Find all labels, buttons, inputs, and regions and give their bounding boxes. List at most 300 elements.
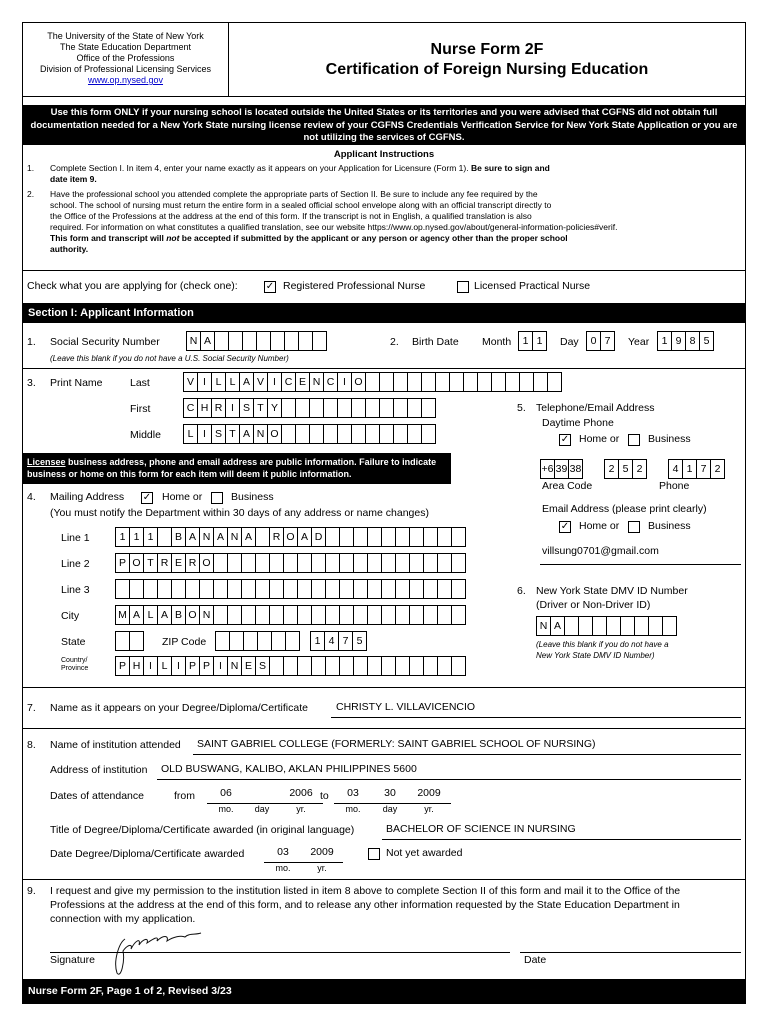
char-box[interactable]: 2: [604, 459, 619, 479]
char-box[interactable]: [451, 553, 466, 573]
char-box[interactable]: [367, 527, 382, 547]
first-name-boxes[interactable]: [183, 398, 436, 418]
char-box[interactable]: [255, 527, 270, 547]
degree-name-value[interactable]: CHRISTY L. VILLAVICENCIO: [336, 701, 476, 713]
char-box[interactable]: [129, 579, 144, 599]
char-box[interactable]: [311, 605, 326, 625]
char-box[interactable]: [309, 398, 324, 418]
char-box[interactable]: I: [197, 424, 212, 444]
char-box[interactable]: [547, 372, 562, 392]
country-boxes[interactable]: [115, 656, 466, 676]
char-box[interactable]: 38: [568, 459, 583, 479]
char-box[interactable]: O: [267, 424, 282, 444]
char-box[interactable]: L: [211, 372, 226, 392]
char-box[interactable]: A: [185, 527, 200, 547]
char-box[interactable]: [325, 605, 340, 625]
char-box[interactable]: [423, 656, 438, 676]
dmv-label-sub: (Driver or Non-Driver ID): [536, 599, 651, 611]
char-box[interactable]: R: [185, 553, 200, 573]
char-box[interactable]: [409, 579, 424, 599]
zip-boxes[interactable]: [310, 631, 367, 651]
awarded-year-caption: yr.: [317, 863, 327, 873]
degree-title-value[interactable]: BACHELOR OF SCIENCE IN NURSING: [386, 823, 576, 835]
char-box[interactable]: [297, 656, 312, 676]
char-box[interactable]: [437, 656, 452, 676]
char-box[interactable]: [257, 631, 272, 651]
phone-prefix-boxes[interactable]: [604, 459, 647, 479]
char-box[interactable]: [592, 616, 607, 636]
char-box[interactable]: [339, 656, 354, 676]
instruction-1: Complete Section I. In item 4, enter your name exactly as it appears on your Application for Licensure (Form 1). Be sure to sign and: [50, 163, 550, 173]
char-box[interactable]: L: [183, 424, 198, 444]
char-box[interactable]: [242, 331, 257, 351]
char-box[interactable]: [199, 579, 214, 599]
char-box[interactable]: [325, 656, 340, 676]
email-value[interactable]: villsung0701@gmail.com: [542, 545, 659, 557]
char-box[interactable]: R: [211, 398, 226, 418]
char-box[interactable]: [337, 424, 352, 444]
char-box[interactable]: [213, 605, 228, 625]
char-box[interactable]: 1: [518, 331, 533, 351]
char-box[interactable]: O: [129, 553, 144, 573]
birth-year-boxes[interactable]: [657, 331, 714, 351]
char-box[interactable]: [505, 372, 520, 392]
char-box[interactable]: [227, 605, 242, 625]
char-box[interactable]: [379, 372, 394, 392]
char-box[interactable]: 7: [338, 631, 353, 651]
institution-value[interactable]: SAINT GABRIEL COLLEGE (FORMERLY: SAINT GABRIEL SCHOOL OF NURSING): [197, 738, 596, 750]
char-box[interactable]: [393, 398, 408, 418]
char-box[interactable]: [353, 656, 368, 676]
char-box[interactable]: [228, 331, 243, 351]
phone-line-boxes[interactable]: [668, 459, 725, 479]
char-box[interactable]: [129, 631, 144, 651]
char-box[interactable]: H: [197, 398, 212, 418]
char-box[interactable]: A: [157, 605, 172, 625]
char-box[interactable]: B: [171, 527, 186, 547]
char-box[interactable]: T: [253, 398, 268, 418]
char-box[interactable]: [463, 372, 478, 392]
char-box[interactable]: [297, 605, 312, 625]
char-box[interactable]: [213, 553, 228, 573]
char-box[interactable]: I: [171, 656, 186, 676]
char-box[interactable]: [606, 616, 621, 636]
char-box[interactable]: [365, 372, 380, 392]
char-box[interactable]: S: [211, 424, 226, 444]
to-day[interactable]: 30: [384, 787, 396, 799]
phone-home-checkbox[interactable]: ✓: [560, 434, 570, 445]
char-box[interactable]: 1: [115, 527, 130, 547]
char-box[interactable]: N: [227, 527, 242, 547]
city-boxes[interactable]: [115, 605, 466, 625]
char-box[interactable]: [213, 579, 228, 599]
char-box[interactable]: [578, 616, 593, 636]
char-box[interactable]: C: [281, 372, 296, 392]
char-box[interactable]: [451, 605, 466, 625]
char-box[interactable]: [227, 579, 242, 599]
from-year-caption: yr.: [296, 804, 306, 814]
char-box[interactable]: 0: [586, 331, 601, 351]
char-box[interactable]: [423, 605, 438, 625]
char-box[interactable]: 1: [532, 331, 547, 351]
char-box[interactable]: [381, 656, 396, 676]
char-box[interactable]: N: [199, 605, 214, 625]
char-box[interactable]: [437, 553, 452, 573]
line1-boxes[interactable]: [115, 527, 466, 547]
char-box[interactable]: 5: [699, 331, 714, 351]
char-box[interactable]: [365, 398, 380, 418]
phone-business-checkbox[interactable]: [628, 434, 640, 446]
char-box[interactable]: 39: [554, 459, 569, 479]
lpn-checkbox[interactable]: [457, 281, 469, 293]
char-box[interactable]: Y: [267, 398, 282, 418]
char-box[interactable]: 1: [682, 459, 697, 479]
char-box[interactable]: 5: [618, 459, 633, 479]
char-box[interactable]: O: [351, 372, 366, 392]
char-box[interactable]: [449, 372, 464, 392]
char-box[interactable]: B: [171, 605, 186, 625]
char-box[interactable]: N: [253, 424, 268, 444]
char-box[interactable]: T: [143, 553, 158, 573]
print-name-label: Print Name: [50, 377, 103, 389]
char-box[interactable]: [407, 372, 422, 392]
mailing-home-label: Home or: [162, 491, 203, 503]
char-box[interactable]: I: [143, 656, 158, 676]
not-yet-awarded-checkbox[interactable]: [368, 848, 380, 860]
char-box[interactable]: I: [197, 372, 212, 392]
char-box[interactable]: N: [227, 656, 242, 676]
dmv-boxes[interactable]: [536, 616, 677, 636]
char-box[interactable]: [325, 579, 340, 599]
char-box[interactable]: [339, 527, 354, 547]
char-box[interactable]: [423, 553, 438, 573]
char-box[interactable]: [393, 372, 408, 392]
char-box[interactable]: 1: [143, 527, 158, 547]
not-yet-awarded-label: Not yet awarded: [386, 847, 463, 859]
instruction-1-cont: date item 9.: [50, 174, 97, 184]
char-box[interactable]: M: [115, 605, 130, 625]
char-box[interactable]: H: [129, 656, 144, 676]
char-box[interactable]: [437, 579, 452, 599]
char-box[interactable]: [409, 605, 424, 625]
signature-scribble: [83, 921, 213, 981]
char-box[interactable]: [519, 372, 534, 392]
institution-address-label: Address of institution: [50, 764, 148, 776]
char-box[interactable]: [283, 579, 298, 599]
char-box[interactable]: [367, 605, 382, 625]
char-box[interactable]: [115, 631, 130, 651]
ssn-boxes[interactable]: [186, 331, 327, 351]
mailing-business-checkbox[interactable]: [211, 492, 223, 504]
char-box[interactable]: [409, 527, 424, 547]
char-box[interactable]: [227, 553, 242, 573]
awarded-month[interactable]: 03: [277, 846, 289, 858]
char-box[interactable]: +6: [540, 459, 555, 479]
char-box[interactable]: [157, 579, 172, 599]
char-box[interactable]: [185, 579, 200, 599]
char-box[interactable]: N: [186, 331, 201, 351]
char-box[interactable]: [381, 527, 396, 547]
last-name-boxes[interactable]: [183, 372, 562, 392]
char-box[interactable]: [367, 553, 382, 573]
from-year[interactable]: 2006: [289, 787, 313, 799]
awarded-year[interactable]: 2009: [310, 846, 334, 858]
char-box[interactable]: C: [323, 372, 338, 392]
daytime-phone-label: Daytime Phone: [542, 417, 614, 429]
char-box[interactable]: A: [550, 616, 565, 636]
char-box[interactable]: 5: [352, 631, 367, 651]
char-box[interactable]: [393, 424, 408, 444]
char-box[interactable]: [421, 372, 436, 392]
agency-link[interactable]: www.op.nysed.gov: [87, 75, 164, 85]
char-box[interactable]: [533, 372, 548, 392]
char-box[interactable]: I: [267, 372, 282, 392]
char-box[interactable]: P: [199, 656, 214, 676]
char-box[interactable]: [311, 579, 326, 599]
char-box[interactable]: A: [239, 372, 254, 392]
line1-label: Line 1: [61, 532, 90, 544]
char-box[interactable]: P: [115, 553, 130, 573]
char-box[interactable]: [297, 579, 312, 599]
char-box[interactable]: 1: [129, 527, 144, 547]
char-box[interactable]: [407, 398, 422, 418]
char-box[interactable]: [214, 331, 229, 351]
char-box[interactable]: [339, 605, 354, 625]
char-box[interactable]: R: [157, 553, 172, 573]
char-box[interactable]: [395, 527, 410, 547]
char-box[interactable]: [477, 372, 492, 392]
char-box[interactable]: [311, 656, 326, 676]
char-box[interactable]: [381, 605, 396, 625]
char-box[interactable]: [620, 616, 635, 636]
to-year[interactable]: 2009: [417, 787, 441, 799]
char-box[interactable]: N: [199, 527, 214, 547]
char-box[interactable]: [323, 398, 338, 418]
area-code-boxes[interactable]: [540, 459, 583, 479]
char-box[interactable]: N: [309, 372, 324, 392]
char-box[interactable]: [395, 579, 410, 599]
char-box[interactable]: L: [143, 605, 158, 625]
char-box[interactable]: V: [253, 372, 268, 392]
char-box[interactable]: [269, 656, 284, 676]
char-box[interactable]: [157, 527, 172, 547]
mailing-home-checkbox[interactable]: ✓: [142, 492, 152, 503]
email-home-checkbox[interactable]: ✓: [560, 521, 570, 532]
char-box[interactable]: N: [536, 616, 551, 636]
email-business-label: Business: [648, 520, 691, 532]
char-box[interactable]: P: [185, 656, 200, 676]
birth-day-boxes[interactable]: [586, 331, 615, 351]
char-box[interactable]: [339, 579, 354, 599]
char-box[interactable]: [312, 331, 327, 351]
char-box[interactable]: [269, 605, 284, 625]
char-box[interactable]: [309, 424, 324, 444]
char-box[interactable]: [367, 656, 382, 676]
char-box[interactable]: I: [213, 656, 228, 676]
char-box[interactable]: [283, 553, 298, 573]
char-box[interactable]: [281, 398, 296, 418]
char-box[interactable]: [395, 605, 410, 625]
char-box[interactable]: C: [183, 398, 198, 418]
char-box[interactable]: 4: [668, 459, 683, 479]
char-box[interactable]: [241, 579, 256, 599]
char-box[interactable]: [395, 553, 410, 573]
char-box[interactable]: [662, 616, 677, 636]
char-box[interactable]: S: [239, 398, 254, 418]
char-box[interactable]: [283, 605, 298, 625]
phone-business-label: Business: [648, 433, 691, 445]
char-box[interactable]: [270, 331, 285, 351]
char-box[interactable]: A: [241, 527, 256, 547]
char-box[interactable]: [381, 579, 396, 599]
char-box[interactable]: 4: [324, 631, 339, 651]
char-box[interactable]: [115, 579, 130, 599]
char-box[interactable]: 1: [310, 631, 325, 651]
char-box[interactable]: P: [115, 656, 130, 676]
char-box[interactable]: [269, 579, 284, 599]
char-box[interactable]: 1: [657, 331, 672, 351]
char-box[interactable]: E: [171, 553, 186, 573]
from-month[interactable]: 06: [220, 787, 232, 799]
char-box[interactable]: [255, 579, 270, 599]
to-label: to: [320, 790, 329, 802]
char-box[interactable]: A: [129, 605, 144, 625]
char-box[interactable]: O: [185, 605, 200, 625]
char-box[interactable]: [437, 605, 452, 625]
char-box[interactable]: L: [157, 656, 172, 676]
char-box[interactable]: [297, 553, 312, 573]
char-box[interactable]: [215, 631, 230, 651]
char-box[interactable]: [451, 656, 466, 676]
char-box[interactable]: [423, 579, 438, 599]
char-box[interactable]: [255, 553, 270, 573]
char-box[interactable]: [351, 398, 366, 418]
char-box[interactable]: [143, 579, 158, 599]
char-box[interactable]: [323, 424, 338, 444]
char-box[interactable]: D: [311, 527, 326, 547]
institution-address-value[interactable]: OLD BUSWANG, KALIBO, AKLAN PHILIPPINES 5600: [161, 763, 417, 775]
middle-name-boxes[interactable]: [183, 424, 436, 444]
state-boxes[interactable]: [115, 631, 144, 651]
char-box[interactable]: [451, 579, 466, 599]
email-business-checkbox[interactable]: [628, 521, 640, 533]
char-box[interactable]: [255, 605, 270, 625]
char-box[interactable]: [381, 553, 396, 573]
char-box[interactable]: [281, 424, 296, 444]
char-box[interactable]: A: [213, 527, 228, 547]
char-box[interactable]: [407, 424, 422, 444]
char-box[interactable]: [423, 527, 438, 547]
permission-line: Professions at the address at the end of this form, and to release any other information requested by the State Education Department in: [50, 899, 680, 911]
char-box[interactable]: 7: [600, 331, 615, 351]
char-box[interactable]: [634, 616, 649, 636]
char-box[interactable]: [269, 553, 284, 573]
char-box[interactable]: E: [241, 656, 256, 676]
char-box[interactable]: L: [225, 372, 240, 392]
char-box[interactable]: [339, 553, 354, 573]
char-box[interactable]: [421, 424, 436, 444]
char-box[interactable]: V: [183, 372, 198, 392]
char-box[interactable]: [353, 605, 368, 625]
char-box[interactable]: [284, 331, 299, 351]
char-box[interactable]: [353, 527, 368, 547]
char-box[interactable]: [271, 631, 286, 651]
char-box[interactable]: [421, 398, 436, 418]
char-box[interactable]: [325, 527, 340, 547]
char-box[interactable]: [353, 553, 368, 573]
char-box[interactable]: [285, 631, 300, 651]
char-box[interactable]: [367, 579, 382, 599]
char-box[interactable]: [256, 331, 271, 351]
char-box[interactable]: [243, 631, 258, 651]
char-box[interactable]: [435, 372, 450, 392]
char-box[interactable]: O: [199, 553, 214, 573]
char-box[interactable]: [353, 579, 368, 599]
char-box[interactable]: A: [239, 424, 254, 444]
char-box[interactable]: [337, 398, 352, 418]
char-box[interactable]: 2: [632, 459, 647, 479]
char-box[interactable]: O: [283, 527, 298, 547]
char-box[interactable]: [564, 616, 579, 636]
char-box[interactable]: [311, 553, 326, 573]
char-box[interactable]: 8: [685, 331, 700, 351]
char-box[interactable]: [648, 616, 663, 636]
char-box[interactable]: 9: [671, 331, 686, 351]
char-box[interactable]: [351, 424, 366, 444]
first-name-label: First: [130, 403, 151, 415]
char-box[interactable]: I: [337, 372, 352, 392]
char-box[interactable]: [409, 656, 424, 676]
line3-boxes[interactable]: [115, 579, 466, 599]
char-box[interactable]: [365, 424, 380, 444]
char-box[interactable]: [325, 553, 340, 573]
rn-checkbox[interactable]: ✓: [265, 281, 275, 292]
item-num: 4.: [27, 491, 36, 503]
instruction-num: 1.: [27, 163, 35, 173]
char-box[interactable]: [283, 656, 298, 676]
char-box[interactable]: A: [200, 331, 215, 351]
char-box[interactable]: [379, 424, 394, 444]
char-box[interactable]: [437, 527, 452, 547]
char-box[interactable]: 2: [710, 459, 725, 479]
char-box[interactable]: S: [255, 656, 270, 676]
char-box[interactable]: R: [269, 527, 284, 547]
char-box[interactable]: [395, 656, 410, 676]
char-box[interactable]: [229, 631, 244, 651]
char-box[interactable]: [298, 331, 313, 351]
char-box[interactable]: [491, 372, 506, 392]
char-box[interactable]: [295, 424, 310, 444]
char-box[interactable]: [379, 398, 394, 418]
zip-boxes-blank[interactable]: [215, 631, 300, 651]
char-box[interactable]: 7: [696, 459, 711, 479]
char-box[interactable]: E: [295, 372, 310, 392]
char-box[interactable]: [241, 605, 256, 625]
line3-label: Line 3: [61, 584, 90, 596]
char-box[interactable]: [241, 553, 256, 573]
char-box[interactable]: [171, 579, 186, 599]
char-box[interactable]: A: [297, 527, 312, 547]
char-box[interactable]: [451, 527, 466, 547]
char-box[interactable]: [295, 398, 310, 418]
char-box[interactable]: [409, 553, 424, 573]
char-box[interactable]: T: [225, 424, 240, 444]
char-box[interactable]: I: [225, 398, 240, 418]
birth-month-boxes[interactable]: [518, 331, 547, 351]
to-month[interactable]: 03: [347, 787, 359, 799]
line2-boxes[interactable]: [115, 553, 466, 573]
item-num: 2.: [390, 336, 399, 348]
